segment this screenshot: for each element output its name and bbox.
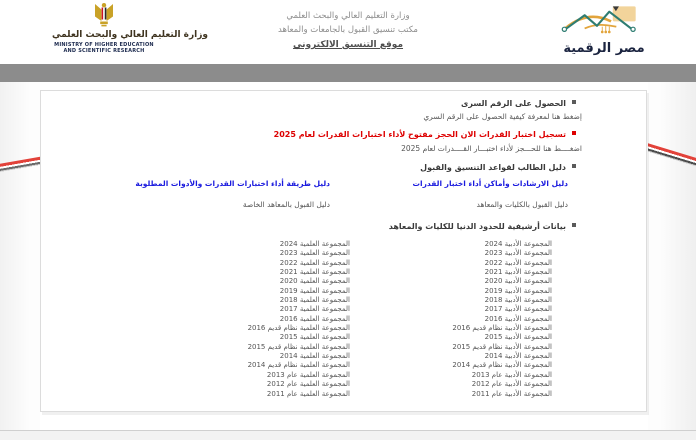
archive-link-literary[interactable]: المجموعة الأدبية 2019	[484, 286, 552, 295]
guide-private-institutes-link[interactable]: دليل القبول بالمعاهد الخاصة	[242, 200, 330, 209]
egypt-eagle-icon	[93, 1, 115, 28]
student-guide-title	[420, 163, 576, 173]
square-bullet-icon	[572, 131, 576, 135]
site-title-line1: وزارة التعليم العالي والبحث العلمي	[286, 11, 410, 21]
archive-link-scientific[interactable]: المجموعة العلمية 2021	[279, 268, 350, 277]
archive-section-title-text: بيانات أرشيفية للحدود الدنيا للكليات والمعاهد	[388, 222, 566, 231]
header-divider-bar	[0, 64, 696, 82]
aptitude-registration-title	[274, 130, 576, 140]
archive-link-literary[interactable]: المجموعة الأدبية عام 2012	[471, 380, 552, 389]
archive-link-literary[interactable]: المجموعة الأدبية عام 2011	[471, 389, 552, 398]
secret-number-title-text: الحصول على الرقم السرى	[461, 99, 566, 108]
square-bullet-icon	[572, 223, 576, 227]
page-header	[0, 0, 696, 64]
ministry-english-name-line1: MINISTRY OF HIGHER EDUCATION	[54, 42, 154, 48]
archive-link-literary[interactable]: المجموعة الأدبية 2023	[484, 249, 552, 258]
archive-link-scientific[interactable]: المجموعة العلمية نظام قديم 2016	[247, 324, 350, 333]
footer-strip	[0, 430, 696, 440]
archive-link-scientific[interactable]: المجموعة العلمية عام 2011	[266, 389, 350, 398]
archive-link-literary[interactable]: المجموعة الأدبية 2016	[484, 314, 552, 323]
archive-link-scientific[interactable]: المجموعة العلمية 2022	[279, 258, 350, 267]
square-bullet-icon	[572, 164, 576, 168]
archive-link-scientific[interactable]: المجموعة العلمية 2020	[279, 277, 350, 286]
right-margin-shade	[648, 82, 696, 432]
square-bullet-icon	[572, 100, 576, 104]
aptitude-registration-title-text: تسجيل اختبار القدرات الان الحجز مفتوح لأداء اختبارات القدرات لعام 2025	[273, 130, 566, 139]
archive-link-scientific[interactable]: المجموعة العلمية عام 2013	[266, 370, 350, 379]
flag-ribbon-right	[648, 142, 696, 188]
ministry-english-name-line2: AND SCIENTIFIC RESEARCH	[63, 47, 145, 54]
site-title-link[interactable]: موقع التنسيق الالكتروني	[292, 40, 404, 50]
archive-link-literary[interactable]: المجموعة الأدبية 2020	[484, 277, 552, 286]
archive-link-scientific[interactable]: المجموعة العلمية 2015	[279, 333, 350, 342]
archive-link-scientific[interactable]: المجموعة العلمية نظام قديم 2014	[247, 361, 350, 370]
archive-link-literary[interactable]: المجموعة الأدبية عام 2013	[471, 370, 552, 379]
archive-link-scientific[interactable]: المجموعة العلمية 2018	[279, 296, 350, 305]
secret-number-title	[461, 99, 576, 109]
site-title-line2: مكتب تنسيق القبول بالجامعات والمعاهد	[278, 25, 418, 35]
archive-link-literary[interactable]: المجموعة الأدبية 2014	[484, 352, 552, 361]
site-title-block	[248, 9, 448, 53]
archive-link-literary[interactable]: المجموعة الأدبية 2021	[484, 268, 552, 277]
archive-years-table	[138, 240, 552, 399]
archive-link-literary[interactable]: المجموعة الأدبية 2024	[484, 240, 552, 248]
student-guide-title-text: دليل الطالب لقواعد التنسيق والقبول	[420, 163, 566, 172]
archive-link-scientific[interactable]: المجموعة العلمية عام 2012	[266, 380, 350, 389]
archive-link-literary[interactable]: المجموعة الأدبية 2017	[484, 305, 552, 314]
flag-ribbon-left	[0, 148, 40, 188]
left-margin-shade	[0, 82, 40, 432]
digital-egypt-label: مصر الرقمية	[563, 41, 645, 56]
archive-link-scientific[interactable]: المجموعة العلمية 2014	[279, 352, 350, 361]
guide-colleges-link[interactable]: دليل القبول بالكليات والمعاهد	[476, 200, 568, 209]
archive-link-literary[interactable]: المجموعة الأدبية 2022	[484, 258, 552, 267]
archive-link-scientific[interactable]: المجموعة العلمية 2023	[279, 249, 350, 258]
archive-link-literary[interactable]: المجموعة الأدبية 2018	[484, 296, 552, 305]
archive-link-literary[interactable]: المجموعة الأدبية نظام قديم 2014	[452, 361, 552, 370]
archive-link-literary[interactable]: المجموعة الأدبية 2015	[484, 333, 552, 342]
archive-section-title	[389, 222, 576, 232]
secret-number-click-here-link[interactable]: إضغط هنا لمعرفة كيفية الحصول على الرقم السري	[423, 112, 582, 121]
archive-link-literary[interactable]: المجموعة الأدبية نظام قديم 2015	[452, 342, 552, 351]
archive-link-scientific[interactable]: المجموعة العلمية نظام قديم 2015	[247, 342, 350, 351]
ministry-calligraphy-text: وزارة التعليم العالي والبحث العلمي	[52, 29, 209, 41]
archive-link-scientific[interactable]: المجموعة العلمية 2016	[279, 314, 350, 323]
aptitude-booking-click-here-link[interactable]: اضغــــط هنا للحـــجز لأداء اختبـــار القــــدرات لعام 2025	[401, 144, 582, 153]
archive-link-literary[interactable]: المجموعة الأدبية نظام قديم 2016	[452, 324, 552, 333]
digital-egypt-icon	[560, 4, 648, 37]
main-content-panel	[40, 90, 647, 412]
archive-link-scientific[interactable]: المجموعة العلمية 2024	[279, 240, 350, 248]
archive-link-scientific[interactable]: المجموعة العلمية 2019	[279, 286, 350, 295]
archive-link-scientific[interactable]: المجموعة العلمية 2017	[279, 305, 350, 314]
ministry-logo	[52, 1, 209, 54]
digital-egypt-logo	[560, 4, 648, 56]
guide-instructions-link[interactable]: دليل الارشادات وأماكن أداء اختبار القدرات	[412, 179, 568, 188]
guide-method-link[interactable]: دليل طريقة أداء اختبارات القدرات والأدوات المطلوبة	[135, 179, 330, 188]
